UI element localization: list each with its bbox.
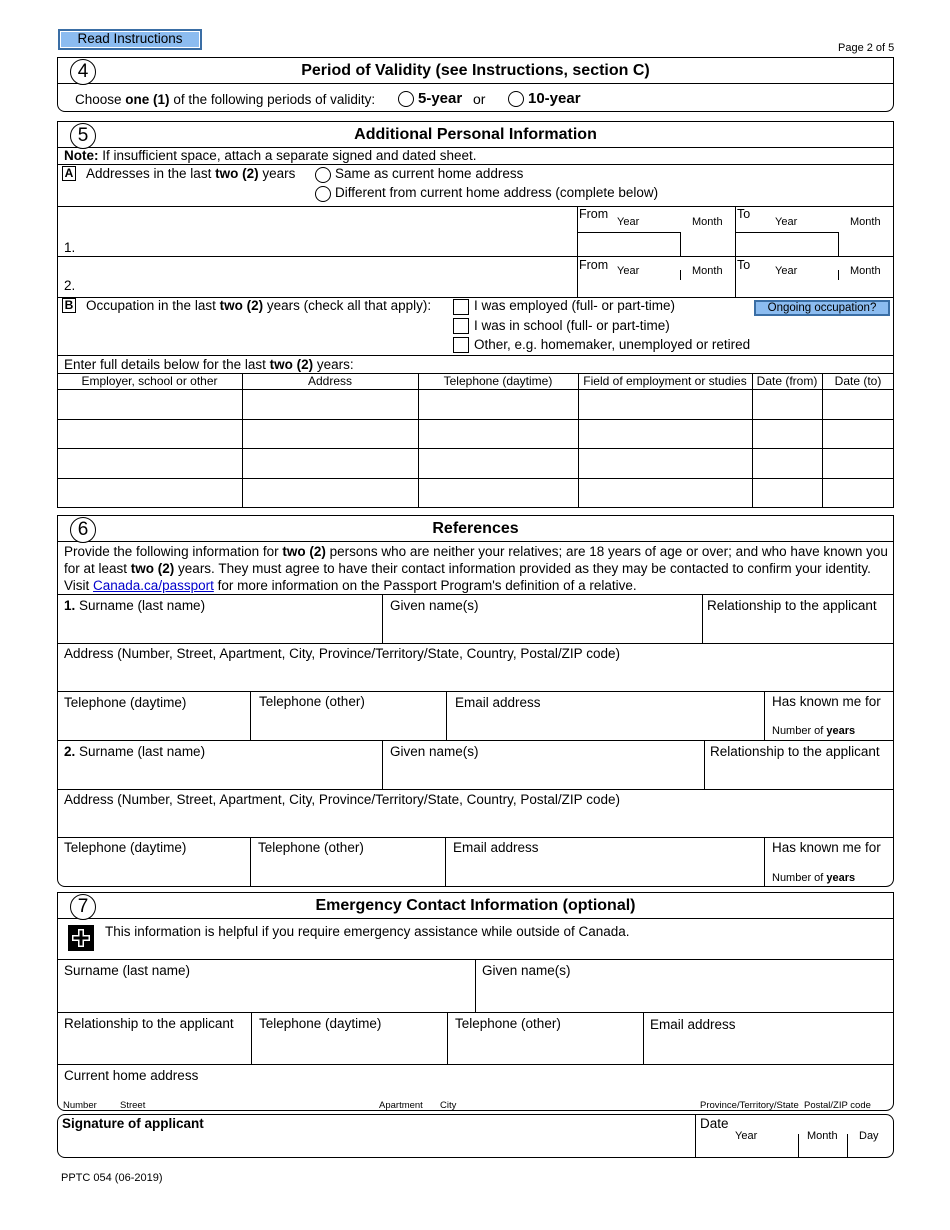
ref2-given-name-label: Given name(s) [390,744,479,759]
ref1-years-label: Number of years [772,725,856,737]
section-7-number: 7 [70,894,96,920]
addr-city-label: City [440,1100,457,1111]
ref1-given-name-label: Given name(s) [390,598,479,613]
addr1-from-year: Year [617,216,640,228]
validity-instruction: Choose one (1) of the following periods of validity: [75,92,376,107]
section-5-title: Additional Personal Information [354,126,597,143]
validity-10-year-radio[interactable] [508,91,524,107]
emergency-info-text: This information is helpful if you require emergency assistance while outside of Canada. [105,924,630,939]
page-number: Page 2 of 5 [838,42,895,54]
addr1-from-month: Month [692,216,723,228]
validity-5-year-label: 5-year [418,90,463,107]
emergency-relationship-label: Relationship to the applicant [64,1016,234,1031]
col-date-to: Date (to) [834,374,882,388]
section-5-header [58,122,893,148]
address-row-1-number: 1. [64,240,76,255]
section-6-number: 6 [70,517,96,543]
table-row [57,478,894,479]
emergency-tel-day-label: Telephone (daytime) [259,1016,382,1031]
ref2-address-label: Address (Number, Street, Apartment, City, Province/Territory/State, Country, Postal/ZIP code) [64,792,620,807]
addr2-to-month: Month [850,265,881,277]
table-row [57,448,894,449]
col-telephone: Telephone (daytime) [443,374,553,388]
part-b-question: Occupation in the last two (2) years (check all that apply): [86,298,432,313]
part-b-label: B [62,298,76,313]
passport-link[interactable]: Canada.ca/passport [93,578,214,593]
col-date-from: Date (from) [756,374,818,388]
section-6-title: References [432,520,519,537]
ref2-tel-day-label: Telephone (daytime) [64,840,187,855]
emergency-medical-icon [67,924,95,952]
ref1-tel-other-label: Telephone (other) [259,694,365,709]
addr1-to-label: To [737,207,751,221]
ref1-tel-day-label: Telephone (daytime) [64,695,187,710]
signature-label: Signature of applicant [62,1116,204,1131]
different-address-radio[interactable] [315,186,331,202]
employed-label: I was employed (full- or part-time) [474,298,676,313]
part-a-label: A [62,166,76,181]
section-7-title: Emergency Contact Information (optional) [315,897,636,914]
references-instructions: Provide the following information for two (2) persons who are neither your relatives; are 18 years of age or over; and who have known you for at least two (2) years. They must agree to have their contact information provided as they may be contacted to confirm your identity. Visit Canada.ca/passport for more information on the Passport Program's definition of a relative. [64,544,888,593]
employed-checkbox[interactable] [453,299,469,315]
table-row [57,419,894,420]
emergency-home-address-label: Current home address [64,1068,199,1083]
school-label: I was in school (full- or part-time) [474,318,670,333]
ref2-email-label: Email address [453,840,539,855]
ref1-relationship-label: Relationship to the applicant [707,598,877,613]
addr2-from-month: Month [692,265,723,277]
col-employer: Employer, school or other [81,374,218,388]
ref1-known-label: Has known me for [772,694,881,709]
same-address-label: Same as current home address [335,166,524,181]
validity-10-year-label: 10-year [528,90,581,107]
section-7-header [58,893,893,919]
validity-or-label: or [473,91,486,107]
addr-number-label: Number [63,1100,97,1111]
ref2-known-label: Has known me for [772,840,881,855]
details-instruction: Enter full details below for the last two (2) years: [64,357,354,372]
addr2-to-label: To [737,258,751,272]
same-address-radio[interactable] [315,167,331,183]
school-checkbox[interactable] [453,318,469,334]
different-address-label: Different from current home address (complete below) [335,185,659,200]
addr-province-label: Province/Territory/State [700,1100,799,1111]
section-4-title: Period of Validity (see Instructions, section C) [301,62,650,79]
ref2-relationship-label: Relationship to the applicant [710,744,880,759]
emergency-given-name-label: Given name(s) [482,963,571,978]
address-row-2-number: 2. [64,278,76,293]
date-month-label: Month [807,1130,838,1142]
date-day-label: Day [859,1130,879,1142]
ref1-address-label: Address (Number, Street, Apartment, City, Province/Territory/State, Country, Postal/ZIP code) [64,646,620,661]
date-year-label: Year [735,1130,758,1142]
part-a-question: Addresses in the last two (2) years [86,166,296,181]
ref2-surname-label: 2. Surname (last name) [64,744,206,759]
addr-street-label: Street [120,1100,146,1111]
emergency-tel-other-label: Telephone (other) [455,1016,561,1031]
addr2-to-year: Year [775,265,798,277]
date-label: Date [700,1116,729,1131]
col-address: Address [307,374,353,388]
ref2-years-label: Number of years [772,872,856,884]
other-occupation-checkbox[interactable] [453,337,469,353]
section-5-number: 5 [70,123,96,149]
emergency-email-label: Email address [650,1017,736,1032]
other-occupation-label: Other, e.g. homemaker, unemployed or retired [474,337,751,352]
addr-postal-label: Postal/ZIP code [804,1100,871,1111]
read-instructions-button[interactable]: Read Instructions [58,29,202,50]
validity-5-year-radio[interactable] [398,91,414,107]
addr2-from-label: From [579,258,609,272]
addr-apartment-label: Apartment [379,1100,423,1111]
ongoing-occupation-button[interactable]: Ongoing occupation? [754,300,890,316]
addr1-from-label: From [579,207,609,221]
col-field: Field of employment or studies [583,374,747,388]
addr2-from-year: Year [617,265,640,277]
addr1-to-year: Year [775,216,798,228]
section-6-header [58,516,893,542]
section-4-number: 4 [70,59,96,85]
section-4-header [58,58,893,84]
addr1-to-month: Month [850,216,881,228]
ref1-email-label: Email address [455,695,541,710]
ref2-tel-other-label: Telephone (other) [258,840,364,855]
form-number-footer: PPTC 054 (06-2019) [61,1172,163,1184]
ref1-surname-label: 1. Surname (last name) [64,598,206,613]
section-5-note: Note: If insufficient space, attach a separate signed and dated sheet. [64,148,477,163]
emergency-surname-label: Surname (last name) [64,963,191,978]
